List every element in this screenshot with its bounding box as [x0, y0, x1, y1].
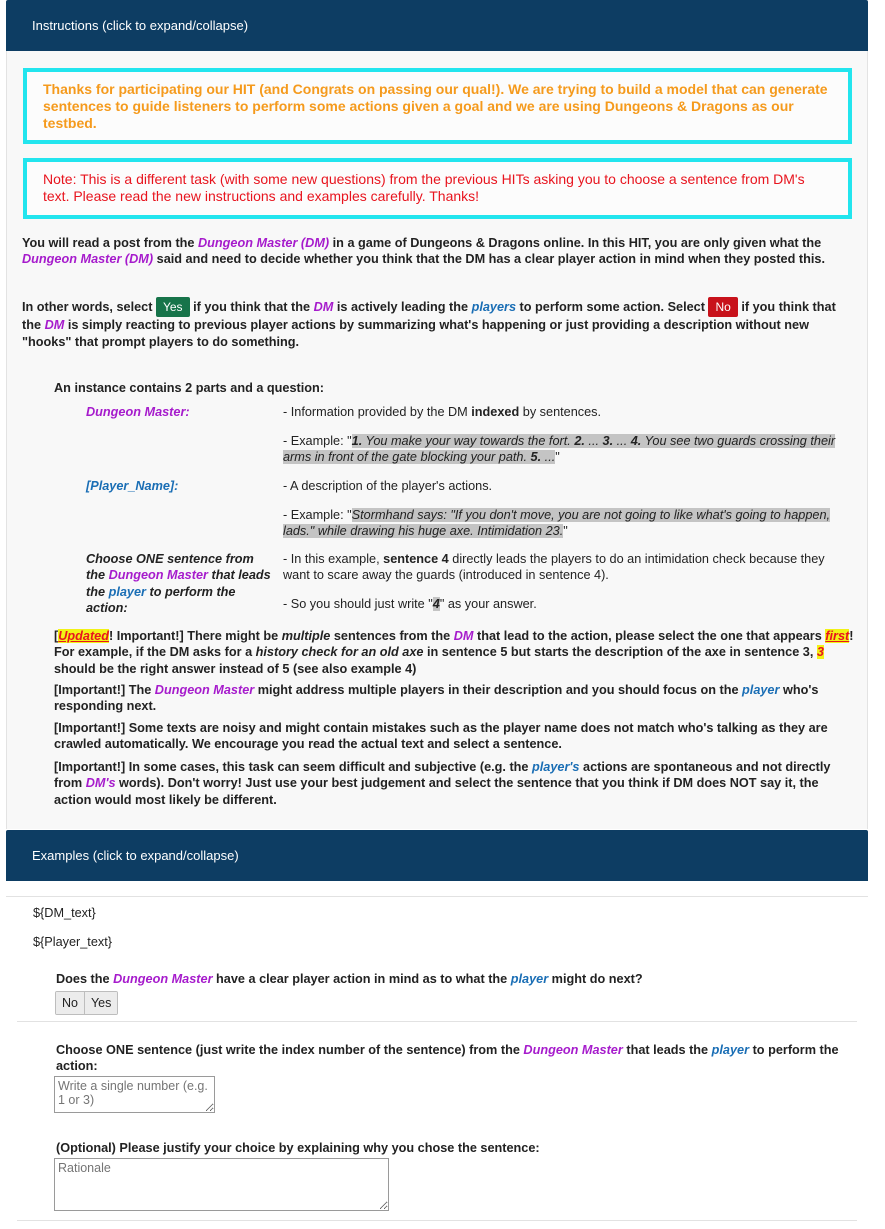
sentence-index-input[interactable] — [54, 1076, 215, 1113]
intro-paragraph: You will read a post from the Dungeon Master (DM) in a game of Dungeons & Dragons online. In this HIT, you are only given what the Dungeon Master (DM) said and need to decide whether you think that the DM has a clear player action in mind when they posted this. — [22, 236, 825, 267]
yes-button[interactable]: Yes — [84, 992, 117, 1014]
rationale-input[interactable] — [54, 1158, 389, 1211]
instance-heading: An instance contains 2 parts and a question: — [54, 381, 325, 395]
choose-label: Choose ONE sentence from the Dungeon Master that leads the player to perform the action: — [86, 552, 271, 615]
question-choose-sentence: Choose ONE sentence (just write the index number of the sentence) from the Dungeon Master that leads the player to perform the action: — [56, 1043, 839, 1074]
examples-panel — [6, 830, 868, 881]
answer-example: - So you should just write "4" as your answer. — [283, 597, 537, 611]
dm-label: Dungeon Master: — [86, 405, 190, 419]
no-button[interactable]: No — [56, 992, 84, 1014]
divider — [17, 1021, 857, 1022]
dm-example: - Example: "1. You make your way towards the fort. 2. ... 3. ... 4. You see two guards crossing their arms in front of the gate blocking your path. 5. ..." — [283, 434, 836, 465]
choose-description: - In this example, sentence 4 directly leads the players to do an intimidation check because they want to scare away the guards (introduced in sentence 4). — [283, 552, 825, 583]
no-badge: No — [708, 297, 737, 317]
instructions-toggle[interactable]: Instructions (click to expand/collapse) — [6, 0, 868, 51]
instructions-body — [6, 51, 868, 829]
yes-no-toggle — [55, 991, 118, 1015]
divider — [6, 896, 868, 897]
question-clear-action: Does the Dungeon Master have a clear player action in mind as to what the player might do next? — [56, 972, 643, 986]
important-noisy: [Important!] Some texts are noisy and might contain mistakes such as the player name does not match who's talking as they are crawled automatically. We encourage you read the actual text and select a sentence. — [54, 721, 828, 752]
dm-description: - Information provided by the DM indexed by sentences. — [283, 405, 602, 419]
divider — [17, 1220, 857, 1221]
player-example: - Example: "Stormhand says: "If you don't move, you are not going to like what's going to happen, lads." while drawing his huge axe. Intimidation 23." — [283, 508, 831, 539]
examples-toggle[interactable]: Examples (click to expand/collapse) — [6, 830, 868, 881]
yes-no-paragraph: In other words, select Yes if you think that the DM is actively leading the players to perform some action. Select No if you think that the DM is simply reacting to previous player actions by summarizing what's happening or just providing a description without new "hooks" that prompt players to do something. — [22, 297, 854, 351]
dm-text: ${DM_text} — [33, 906, 96, 920]
important-updated: [Updated! Important!] There might be multiple sentences from the DM that lead to the action, please select the one that appears first! For example, if the DM asks for a history check for an old axe in sentence 5 but starts the description of the axe in sentence 3, 3 should be the right answer instead of 5 (see also example 4) — [54, 629, 854, 676]
question-rationale: (Optional) Please justify your choice by explaining why you chose the sentence: — [56, 1141, 540, 1155]
yes-badge: Yes — [156, 297, 190, 317]
important-players: [Important!] The Dungeon Master might address multiple players in their description and you should focus on the player who's responding next. — [54, 683, 819, 714]
player-text: ${Player_text} — [33, 935, 112, 949]
note-box: Note: This is a different task (with some new questions) from the previous HITs asking you to choose a sentence from DM's text. Please read the new instructions and examples carefully. Thanks! — [23, 158, 852, 219]
thanks-box: Thanks for participating our HIT (and Congrats on passing our qual!). We are trying to build a model that can generate sentences to guide listeners to perform some actions given a goal and we are using Dungeons & Dragons as our testbed. — [23, 68, 852, 144]
player-label: [Player_Name]: — [86, 479, 179, 493]
instructions-panel — [6, 0, 868, 51]
player-description: - A description of the player's actions. — [283, 479, 493, 493]
important-subjective: [Important!] In some cases, this task can seem difficult and subjective (e.g. the player's actions are spontaneous and not directly from DM's words). Don't worry! Just use your best judgement and select the sentence that you think if DM does NOT say it, the action would most likely be different. — [54, 760, 831, 807]
